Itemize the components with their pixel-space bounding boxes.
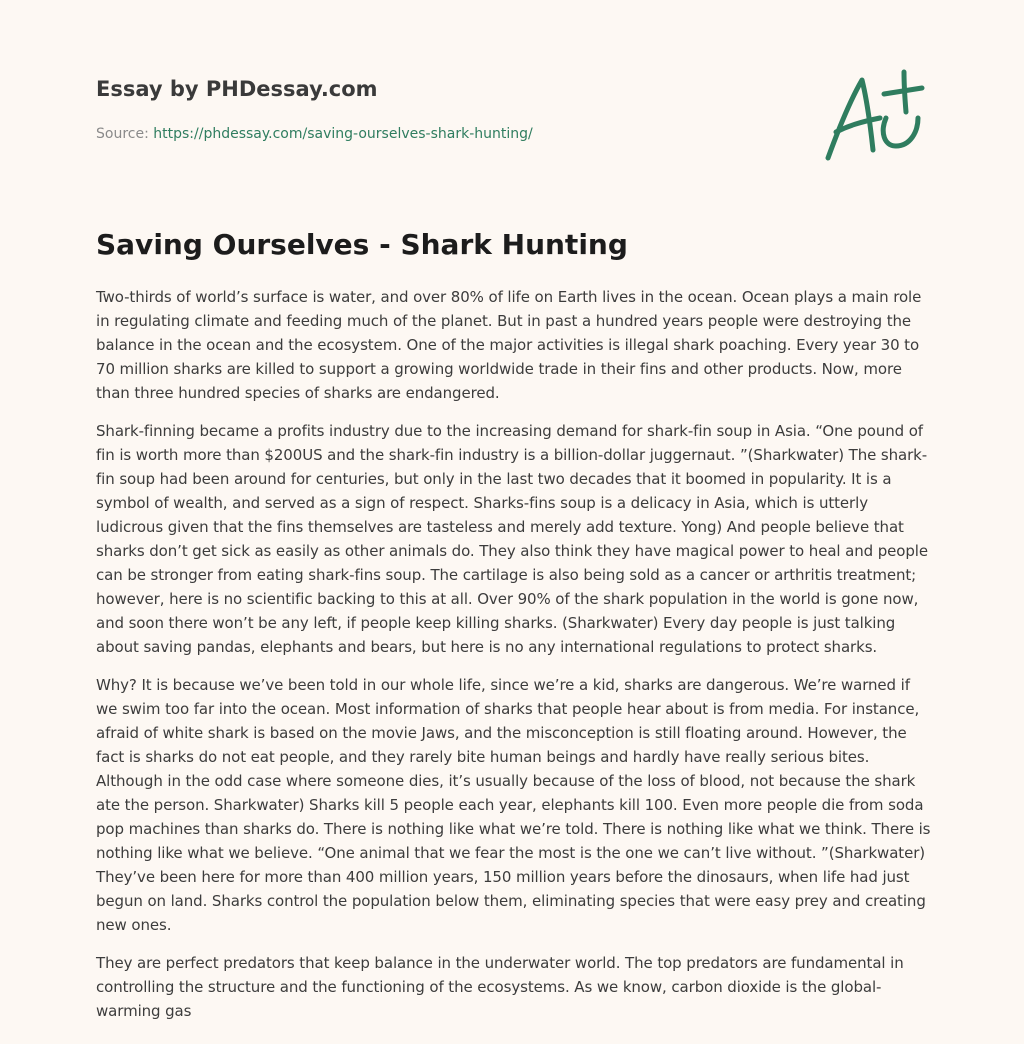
essay-body: [96, 285, 932, 1037]
essay-title: Saving Ourselves - Shark Hunting: [96, 228, 628, 261]
site-title: Essay by PHDessay.com: [96, 77, 378, 101]
a-plus-grade-icon: [818, 66, 930, 166]
essay-paragraph: Two-thirds of world’s surface is water, and over 80% of life on Earth lives in the ocean. Ocean plays a main role in regulating climate and feeding much of the planet. But in past a hundred years people were destroying the balance in the ocean and the ecosystem. One of the major activities is illegal shark poaching. Every year 30 to 70 million sharks are killed to support a growing worldwide trade in their fins and other products. Now, more than three hundred species of sharks are endangered.: [96, 288, 922, 402]
source-link[interactable]: https://phdessay.com/saving-ourselves-shark-hunting/: [153, 126, 533, 142]
essay-paragraph: They are perfect predators that keep balance in the underwater world. The top predators are fundamental in controlling the structure and the functioning of the ecosystems. As we know, carbon dioxide is the global-warming gas: [96, 954, 904, 1020]
source-label: Source:: [96, 126, 154, 142]
source-line: [96, 124, 796, 144]
page-header: [96, 74, 796, 144]
essay-paragraph: Why? It is because we’ve been told in our whole life, since we’re a kid, sharks are dangerous. We’re warned if we swim too far into the ocean. Most information of sharks that people hear about is from media. For instance, afraid of white shark is based on the movie Jaws, and the misconception is still floating around. However, the fact is sharks do not eat people, and they rarely bite human beings and hardly have really serious bites. Although in the odd case where someone dies, it’s usually because of the loss of blood, not because the shark ate the person. Sharkwater) Sharks kill 5 people each year, elephants kill 100. Even more people die from soda pop machines than sharks do. There is nothing like what we’re told. There is nothing like what we think. There is nothing like what we believe. “One animal that we fear the most is the one we can’t live without. ”(Sharkwater) They’ve been here for more than 400 million years, 150 million years before the dinosaurs, when life had just begun on land. Sharks control the population below them, eliminating species that were easy prey and creating new ones.: [96, 676, 931, 934]
essay-paragraph: Shark-finning became a profits industry due to the increasing demand for shark-fin soup in Asia. “One pound of fin is worth more than $200US and the shark-fin industry is a billion-dollar juggernaut. ”(Sharkwater) The shark-fin soup had been around for centuries, but only in the last two decades that it boomed in popularity. It is a symbol of wealth, and served as a sign of respect. Sharks-fins soup is a delicacy in Asia, which is utterly ludicrous given that the fins themselves are tasteless and merely add texture. Yong) And people believe that sharks don’t get sick as easily as other animals do. They also think they have magical power to heal and people can be stronger from eating shark-fins soup. The cartilage is also being sold as a cancer or arthritis treatment; however, here is no scientific backing to this at all. Over 90% of the shark population in the world is gone now, and soon there won’t be any left, if people keep killing sharks. (Sharkwater) Every day people is just talking about saving pandas, elephants and bears, but here is no any international regulations to protect sharks.: [96, 422, 928, 656]
